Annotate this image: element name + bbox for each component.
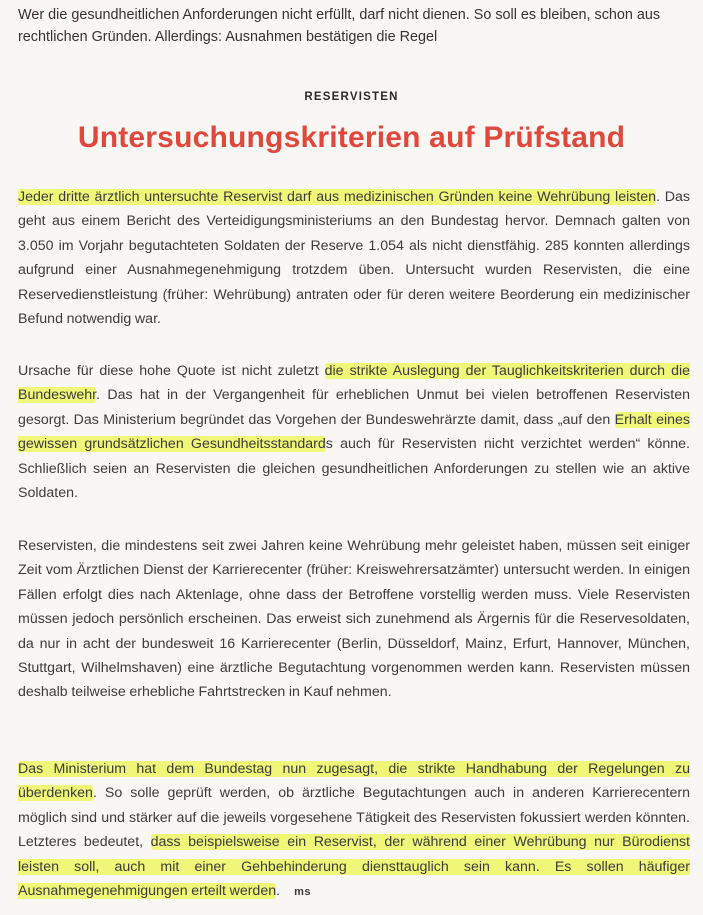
section-label: RESERVISTEN (304, 91, 399, 103)
highlight-3: Erhalt eines gewissen grundsätzlichen Gesundheitsstandard (18, 411, 690, 453)
paragraph-2 (18, 359, 690, 505)
paragraph-3 (18, 534, 690, 705)
paragraph-1 (18, 185, 690, 331)
highlight-5: dass beispielsweise ein Reservist, der während einer Wehrübung nur Bürodienst leisten soll, auch mit einer Gehbehinderung diensttauglich sein kann. Es sollen häufiger Ausnahmegenehmigungen erteilt werden (18, 834, 690, 900)
highlight-2: die strikte Auslegung der Tauglichkeitskriterien durch die Bundeswehr (18, 363, 691, 404)
highlight-4: Das Ministerium hat dem Bundestag nun zugesagt, die strikte Handhabung der Regelungen zu überdenken (18, 761, 690, 802)
intro-text: Wer die gesundheitlichen Anforderungen nicht erfüllt, darf nicht dienen. So soll es bleiben, schon aus rechtlichen Gründen. Allerdings: Ausnahmen bestätigen die Regel (18, 7, 661, 45)
paragraph-4 (18, 757, 690, 904)
article-headline: Untersuchungskriterien auf Prüfstand (77, 121, 626, 154)
highlight-1: Jeder dritte ärztlich untersuchte Reservist darf aus medizinischen Gründen keine Wehrübung leisten (18, 189, 657, 205)
paragraph-2-text-a: Ursache für diese hohe Quote ist nicht zuletzt (18, 363, 325, 379)
paragraph-1-text: . Das geht aus einem Bericht des Verteidigungsministeriums an den Bundestag hervor. Demnach galten von 3.050 im Vorjahr begutachteten Soldaten der Reserve 1.054 als nicht dienstfähig. 285 konnten allerdings aufgrund einer Ausnahmegenehmigung trotzdem üben. Untersucht wurden Reservisten, die eine Reservedienstleistung (früher: Wehrübung) antraten oder für deren weitere Beorderung ein medizinischer Befund notwendig war. (18, 189, 690, 328)
paragraph-4-text-b: . (276, 883, 281, 900)
paragraph-4-text-a: . So solle geprüft werden, ob ärztliche Begutachtungen auch in anderen Karrierecentern möglich sind und stärker auf die jeweils vorgesehene Tätigkeit des Reservisten fokussiert werden könnten. Letzteres bedeutet, (18, 785, 690, 851)
author-signature: ms (294, 886, 311, 899)
paragraph-2-text-c: s auch für Reservisten nicht verzichtet werden“ könne. Schließlich seien an Reservisten die gleichen gesundheitlichen Anforderungen zu stellen wie an aktive Soldaten. (18, 436, 690, 502)
paragraph-3-text: Reservisten, die mindestens seit zwei Jahren keine Wehrübung mehr geleistet haben, müssen seit einiger Zeit vom Ärztlichen Dienst der Karrierecenter (früher: Kreiswehrersatzämter) untersucht werden. In einigen Fällen erfolgt dies nach Aktenlage, ohne dass der Betroffene vorstellig werden muss. Viele Reservisten müssen jedoch persönlich erscheinen. Das erweist sich zunehmend als Ärgernis für die Reservesoldaten, da nur in acht der bundesweit 16 Karrierecenter (Berlin, Düsseldorf, Mainz, Erfurt, Hannover, München, Stuttgart, Wilhelmshaven) eine ärztliche Begutachtung vorgenommen werden kann. Reservisten müssen deshalb teilweise erhebliche Fahrtstrecken in Kauf nehmen. (18, 538, 690, 701)
paragraph-2-text-b: . Das hat in der Vergangenheit für erheblichen Unmut bei vielen betroffenen Reservisten gesorgt. Das Ministerium begründet das Vorgehen der Bundeswehrärzte damit, dass „auf den (18, 387, 690, 428)
